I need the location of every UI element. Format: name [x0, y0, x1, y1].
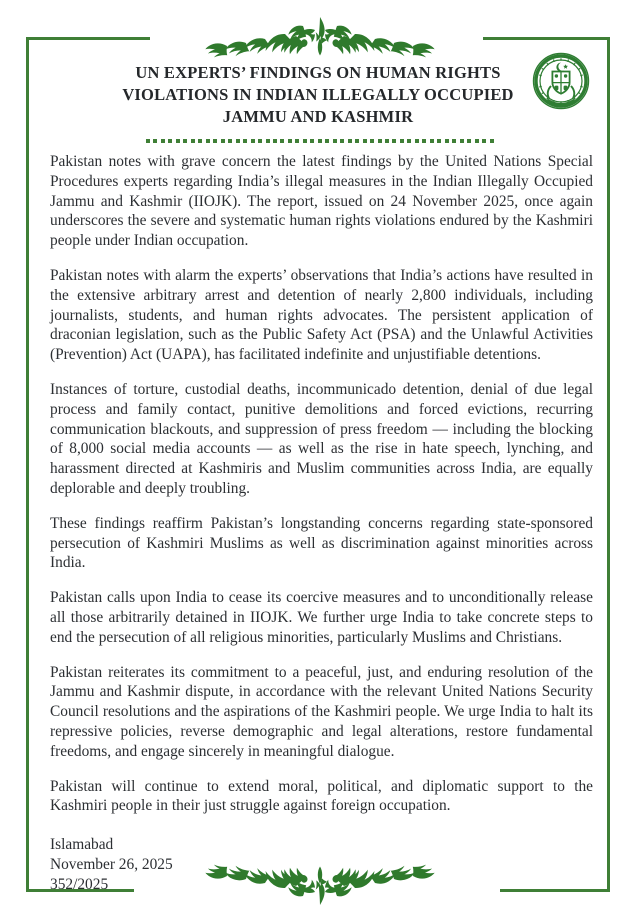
separator-dot	[445, 139, 449, 143]
separator-dot	[370, 139, 374, 143]
body-content	[50, 152, 593, 895]
separator-dot	[191, 139, 195, 143]
separator-dot	[303, 139, 307, 143]
separator-dot	[333, 139, 337, 143]
flourish-icon	[191, 862, 449, 908]
separator-dot	[295, 139, 299, 143]
separator-dot	[273, 139, 277, 143]
separator-dot	[310, 139, 314, 143]
dotted-separator	[146, 139, 494, 144]
government-of-pakistan-emblem	[532, 52, 590, 110]
signoff-place: Islamabad	[50, 836, 114, 854]
separator-dot	[348, 139, 352, 143]
paragraph: These findings reaffirm Pakistan’s longstanding concerns regarding state-sponsored persecution of Kashmiri Muslims as well as discrimination against minorities across India.	[50, 514, 593, 572]
separator-dot	[243, 139, 247, 143]
separator-dot	[482, 139, 486, 143]
paragraph: Pakistan notes with grave concern the latest findings by the United Nations Special Procedures experts regarding India’s illegal measures in the Indian Illegally Occupied Jammu and Kashmir (IIOJK). The report, issued on 24 November 2025, once again underscores the severe and systematic human rights violations endured by the Kashmiri people under Indian occupation.	[50, 153, 593, 250]
separator-dot	[355, 139, 359, 143]
separator-dot	[168, 139, 172, 143]
signoff-date: November 26, 2025	[50, 856, 173, 874]
separator-dot	[288, 139, 292, 143]
separator-dot	[385, 139, 389, 143]
border-right	[607, 37, 610, 892]
separator-dot	[363, 139, 367, 143]
separator-dot	[198, 139, 202, 143]
separator-dot	[176, 139, 180, 143]
emblem-icon	[532, 52, 590, 110]
separator-dot	[475, 139, 479, 143]
separator-dot	[422, 139, 426, 143]
separator-dot	[206, 139, 210, 143]
separator-dot	[153, 139, 157, 143]
separator-dot	[378, 139, 382, 143]
separator-dot	[415, 139, 419, 143]
separator-dot	[400, 139, 404, 143]
paragraph: Instances of torture, custodial deaths, incommunicado detention, denial of due legal process and family contact, punitive demolitions and forced evictions, recurring communication blackouts, and suppression of press freedom — including the blocking of 8,000 social media accounts — as well as the rise in hate speech, lynching, and harassment directed at Kashmiris and Muslim communities across India, are equally deplorable and deeply troubling.	[50, 380, 593, 497]
separator-dot	[452, 139, 456, 143]
border-left	[26, 37, 29, 892]
paragraph: Pakistan will continue to extend moral, political, and diplomatic support to the Kashmiri people in their just struggle against foreign occupation.	[50, 777, 593, 815]
separator-dot	[161, 139, 165, 143]
separator-dot	[280, 139, 284, 143]
separator-dot	[213, 139, 217, 143]
separator-dot	[183, 139, 187, 143]
separator-dot	[467, 139, 471, 143]
separator-dot	[318, 139, 322, 143]
separator-dot	[228, 139, 232, 143]
signoff-reference: 352/2025	[50, 876, 109, 894]
title-block	[108, 62, 528, 128]
separator-dot	[437, 139, 441, 143]
separator-dot	[392, 139, 396, 143]
separator-dot	[407, 139, 411, 143]
separator-dot	[251, 139, 255, 143]
separator-dot	[490, 139, 494, 143]
paragraph: Pakistan calls upon India to cease its coercive measures and to unconditionally release all those arbitrarily detained in IIOJK. We further urge India to take concrete steps to end the persecution of all religious minorities, particularly Muslims and Christians.	[50, 589, 593, 646]
floral-flourish-ornament-top	[191, 14, 449, 65]
separator-dot	[221, 139, 225, 143]
border-top-right-segment	[483, 37, 610, 40]
separator-dot	[325, 139, 329, 143]
paragraph: Pakistan reiterates its commitment to a peaceful, just, and enduring resolution of the Jammu and Kashmir dispute, in accordance with the relevant United Nations Security Council resolutions and the aspirations of the Kashmiri people. We urge India to halt its repressive policies, reverse demographic and legal alterations, restore fundamental freedoms, and engage sincerely in meaningful dialogue.	[50, 663, 593, 760]
paragraph: Pakistan notes with alarm the experts’ observations that India’s actions have resulted in the extensive arbitrary arrest and detention of nearly 2,800 individuals, including journalists, students, and human rights advocates. The persistent application of draconian legislation, such as the Public Safety Act (PSA) and the Unlawful Activities (Prevention) Act (UAPA), has facilitated indefinite and unjustifiable detentions.	[50, 266, 593, 364]
separator-dot	[236, 139, 240, 143]
flourish-icon	[191, 14, 449, 60]
separator-dot	[340, 139, 344, 143]
separator-dot	[430, 139, 434, 143]
floral-flourish-ornament-bottom	[191, 862, 449, 913]
border-top-left-segment	[26, 37, 150, 40]
page-title: UN EXPERTS’ FINDINGS ON HUMAN RIGHTS VIOLATIONS IN INDIAN ILLEGALLY OCCUPIED JAMMU AND KASHMIR	[122, 63, 514, 126]
separator-dot	[258, 139, 262, 143]
separator-dot	[266, 139, 270, 143]
separator-dot	[460, 139, 464, 143]
separator-dot	[146, 139, 150, 143]
